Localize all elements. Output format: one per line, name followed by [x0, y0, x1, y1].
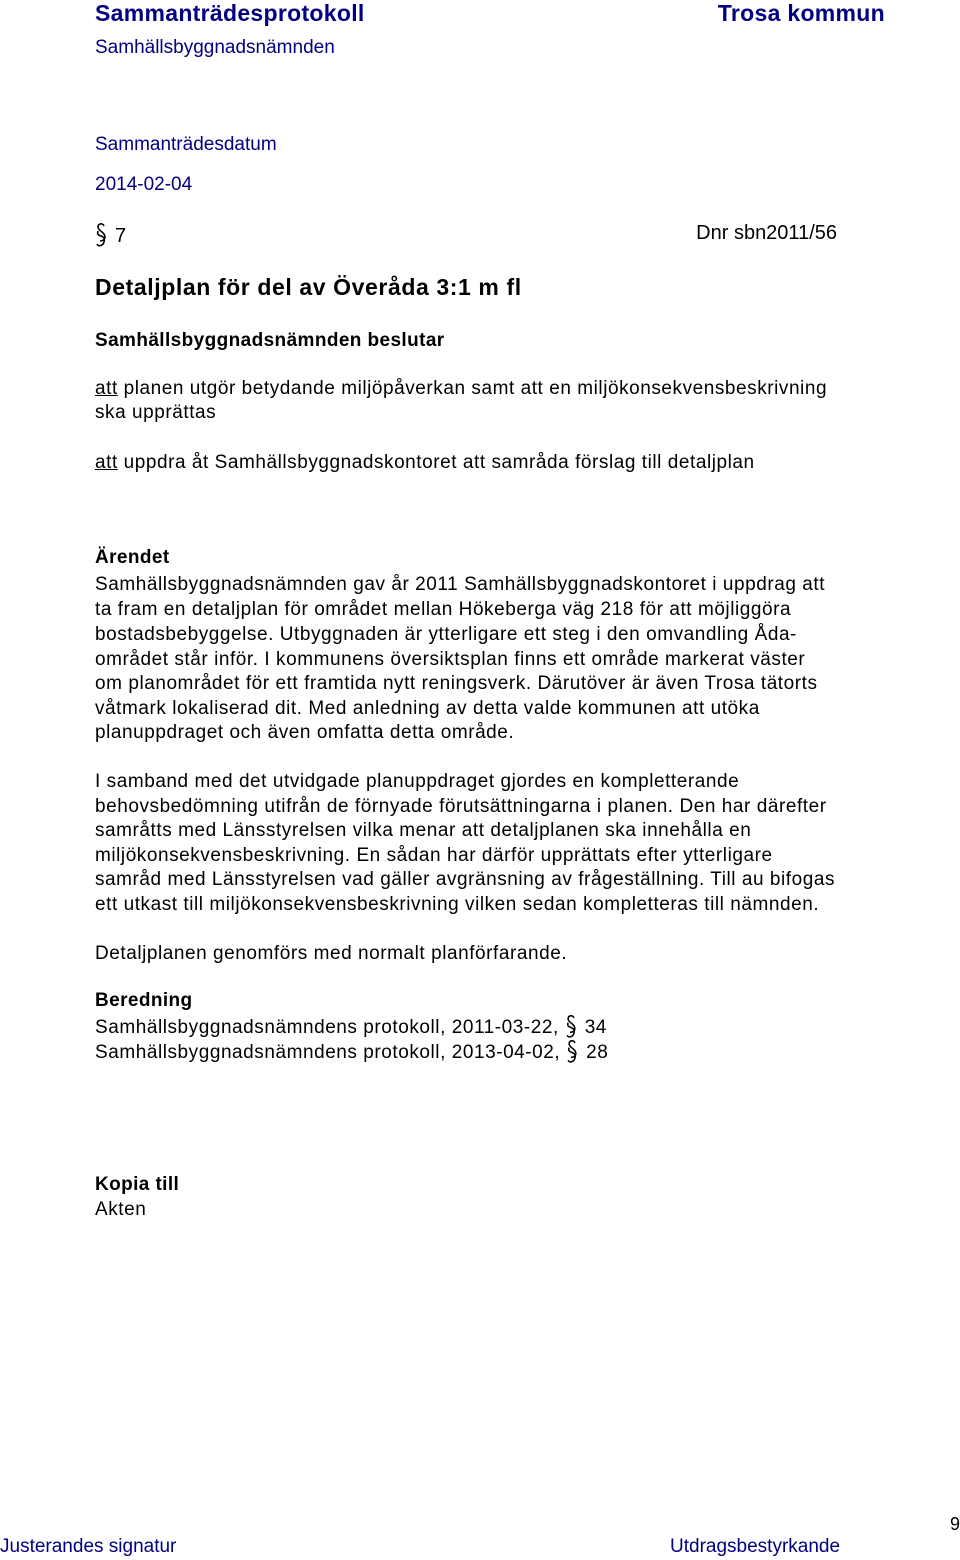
arendet-p2-line: ett utkast till miljökonsekvensbeskrivning vilken sedan kompletteras till nämnden.: [95, 894, 820, 915]
beredning-item: Samhällsbyggnadsnämndens protokoll, 2011-03-22, 34: [95, 1014, 607, 1041]
arendet-p3: Detaljplanen genomförs med normalt planförfarande.: [95, 943, 568, 964]
arendet-p1-line: om planområdet för ett framtida nytt reningsverk. Därutöver är även Trosa tätorts: [95, 673, 818, 694]
beredning-item: Samhällsbyggnadsnämndens protokoll, 2013-04-02, 28: [95, 1039, 608, 1066]
att-prefix: att: [95, 378, 118, 399]
att-prefix: att: [95, 452, 118, 473]
arendet-p1-line: våtmark lokaliserad dit. Med anledning av detta valde kommunen att utöka: [95, 698, 760, 719]
arendet-p2-line: samråtts med Länsstyrelsen vilka menar att detaljplanen ska innehålla en: [95, 820, 752, 841]
beredning-heading: Beredning: [95, 990, 193, 1011]
case-reference: Dnr sbn2011/56: [696, 222, 837, 244]
meeting-date-label: Sammanträdesdatum: [95, 134, 277, 155]
decision-heading: Samhällsbyggnadsnämnden beslutar: [95, 330, 445, 351]
footer-attestation-label: Utdragsbestyrkande: [670, 1536, 841, 1557]
arendet-p1-line: Samhällsbyggnadsnämnden gav år 2011 Samhällsbyggnadskontoret i uppdrag att: [95, 574, 826, 595]
arendet-heading: Ärendet: [95, 547, 170, 568]
section-sign-icon: [95, 222, 107, 250]
committee-name: Samhällsbyggnadsnämnden: [95, 37, 335, 58]
arendet-p1-line: planuppdraget och även omfatta detta område.: [95, 722, 515, 743]
arendet-p1-line: bostadsbebyggelse. Utbyggnaden är ytterligare ett steg i den omvandling Åda-: [95, 624, 797, 645]
arendet-p2-line: miljökonsekvensbeskrivning. En sådan har därför upprättats efter ytterligare: [95, 845, 773, 866]
section-sign-icon: [566, 1039, 578, 1066]
arendet-p1-line: ta fram en detaljplan för området mellan Hökeberga väg 218 för att möjliggöra: [95, 599, 792, 620]
decision-item-2: att uppdra åt Samhällsbyggnadskontoret att samråda förslag till detaljplan: [95, 452, 755, 473]
arendet-p2-line: behovsbedömning utifrån de förnyade förutsättningarna i planen. Den har därefter: [95, 796, 827, 817]
meeting-date: 2014-02-04: [95, 174, 193, 195]
arendet-p2-line: samråd med Länsstyrelsen vad gäller avgränsning av frågeställning. Till au bifogas: [95, 869, 836, 890]
case-title: Detaljplan för del av Överåda 3:1 m fl: [95, 274, 522, 300]
decision-item-1-line-2: ska upprättas: [95, 402, 217, 423]
kopia-heading: Kopia till: [95, 1174, 180, 1195]
footer-signature-label: Justerandes signatur: [0, 1536, 177, 1557]
section-sign-icon: [565, 1014, 577, 1041]
section-number-value: 7: [115, 225, 127, 247]
arendet-p1-line: området står inför. I kommunens översiktsplan finns ett område markerat väster: [95, 649, 806, 670]
section-number: [95, 222, 126, 250]
decision-item-1-line-1: att planen utgör betydande miljöpåverkan samt att en miljökonsekvensbeskrivning: [95, 378, 828, 399]
arendet-p2-line: I samband med det utvidgade planuppdraget gjordes en kompletterande: [95, 771, 740, 792]
kopia-recipient: Akten: [95, 1199, 147, 1220]
document-type-title: Sammanträdesprotokoll: [95, 0, 365, 26]
page-number: 9: [949, 1514, 960, 1534]
organization-name: Trosa kommun: [717, 0, 885, 26]
